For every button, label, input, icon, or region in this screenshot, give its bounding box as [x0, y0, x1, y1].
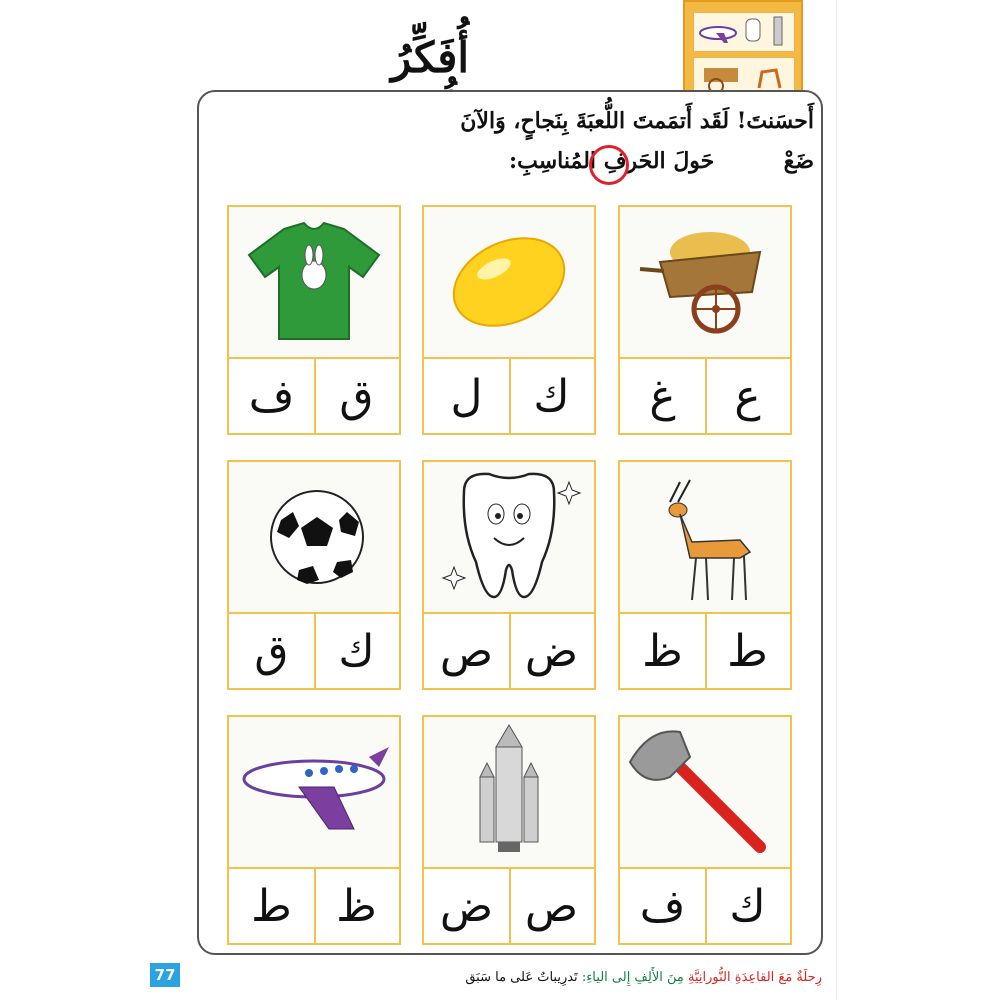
footer-caption [465, 970, 822, 985]
card-tshirt [227, 205, 401, 435]
letter-option[interactable]: ق [339, 370, 374, 422]
card-airplane [227, 715, 401, 945]
footer-part-2: مِنَ الأَلِفِ إِلى الياءِ: [581, 970, 684, 985]
letter-option[interactable]: ط [727, 625, 768, 677]
card-soccer-ball [227, 460, 401, 690]
footer-part-3: تَدرِيباتٌ عَلى ما سَبَق [465, 970, 578, 985]
card-lemon [422, 205, 596, 435]
gazelle-icon [620, 462, 790, 614]
letter-option[interactable]: ف [620, 869, 707, 943]
letter-option[interactable]: ص [524, 880, 579, 932]
card-axe [618, 715, 792, 945]
circle-marker-icon [589, 145, 629, 185]
tshirt-icon [229, 207, 399, 359]
letter-option[interactable]: غ [620, 359, 707, 433]
letter-option[interactable]: ظ [336, 880, 377, 932]
letter-option[interactable]: ل [424, 359, 511, 433]
letter-option[interactable]: ص [424, 614, 511, 688]
letter-option[interactable]: ك [533, 370, 570, 422]
instruction-line-1: أَحسَنتَ! لَقَد أَتمَمتَ اللُّعبَةَ بِنَجاحٍ، وَالآنَ [460, 108, 814, 134]
letter-option[interactable]: ظ [620, 614, 707, 688]
footer-part-1: رِحلَةٌ مَعَ القاعِدَةِ النُّورانِيَّةِ [688, 970, 822, 985]
letter-option[interactable]: ض [524, 625, 579, 677]
soccer-ball-icon [229, 462, 399, 614]
wheelbarrow-icon [620, 207, 790, 359]
instruction-line-2 [509, 148, 814, 174]
lemon-icon [424, 207, 594, 359]
instruction-put: ضَعْ [783, 148, 814, 174]
page-number: 77 [150, 963, 180, 987]
airplane-icon [694, 13, 794, 51]
letter-option[interactable]: ط [229, 869, 316, 943]
page-title: أُفَكِّرُ [390, 33, 470, 82]
card-rocket [422, 715, 596, 945]
letter-option[interactable]: ك [338, 625, 375, 677]
rocket-icon [424, 717, 594, 869]
axe-icon [620, 717, 790, 869]
card-tooth [422, 460, 596, 690]
letter-option[interactable]: ق [229, 614, 316, 688]
airplane-icon [229, 717, 399, 869]
card-gazelle [618, 460, 792, 690]
letter-option[interactable]: ع [734, 370, 761, 422]
instruction-around: حَولَ الحَرفِ المُناسِبِ: [509, 148, 715, 174]
shelf-row-1 [693, 12, 795, 52]
letter-option[interactable]: ك [729, 880, 766, 932]
letter-option[interactable]: ض [424, 869, 511, 943]
letter-option[interactable]: ف [229, 359, 316, 433]
page-edge [836, 0, 837, 1000]
tooth-icon [424, 462, 594, 614]
card-wheelbarrow [618, 205, 792, 435]
